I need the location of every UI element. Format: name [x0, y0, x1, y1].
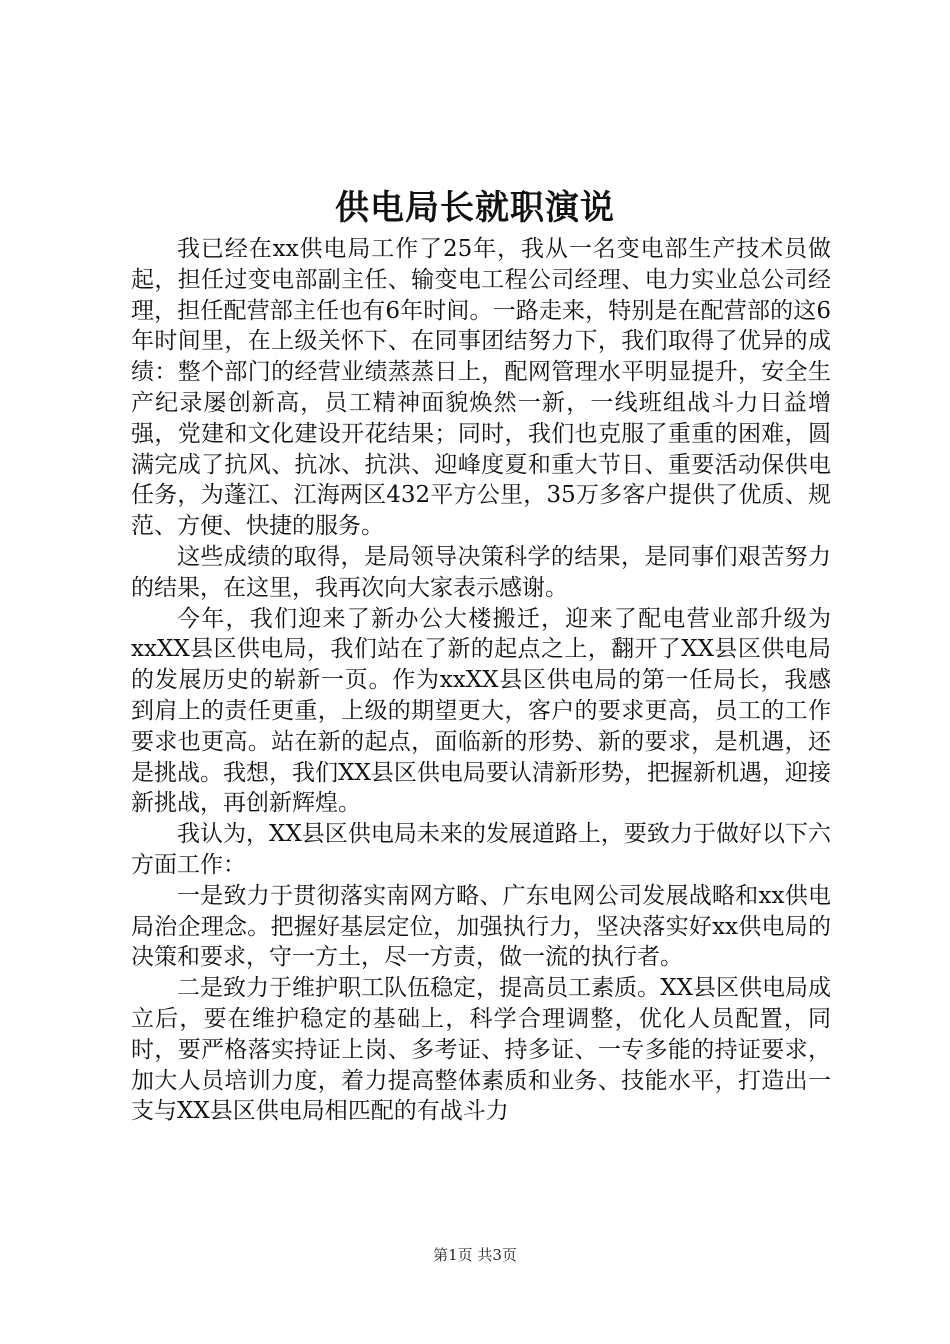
paragraph: 二是致力于维护职工队伍稳定，提高员工素质。XX县区供电局成立后，要在维护稳定的基础上，科学合理调整，优化人员配置，同时，要严格落实持证上岗、多考证、持多证、一专多能的持证要求，加大人员培训力度，着力提高整体素质和业务、技能水平，打造出一支与XX县区供电局相匹配的有战斗力 [131, 975, 831, 1125]
paragraph: 这些成绩的取得，是局领导决策科学的结果，是同事们艰苦努力的结果，在这里，我再次向大家表示感谢。 [131, 543, 831, 601]
paragraph: 我已经在xx供电局工作了25年，我从一名变电部生产技术员做起，担任过变电部副主任、输变电工程公司经理、电力实业总公司经理，担任配营部主任也有6年时间。一路走来，特别是在配营部的这6年时间里，在上级关怀下、在同事团结努力下，我们取得了优异的成绩：整个部门的经营业绩蒸蒸日上，配网管理水平明显提升，安全生产纪录屡创新高，员工精神面貌焕然一新，一线班组战斗力日益增强，党建和文化建设开花结果；同时，我们也克服了重重的困难，圆满完成了抗风、抗冰、抗洪、迎峰度夏和重大节日、重要活动保供电任务，为蓬江、江海两区432平方公里，35万多客户提供了优质、规范、方便、快捷的服务。 [131, 236, 831, 540]
paragraph: 我认为，XX县区供电局未来的发展道路上，要致力于做好以下六方面工作： [131, 821, 831, 878]
paragraph: 今年，我们迎来了新办公大楼搬迁，迎来了配电营业部升级为xxXX县区供电局，我们站在了新的起点之上，翻开了XX县区供电局的发展历史的崭新一页。作为xxXX县区供电局的第一任局长，我感到肩上的责任更重，上级的期望更大，客户的要求更高，员工的工作要求也更高。站在新的起点，面临新的形势、新的要求，是机遇，还是挑战。我想，我们XX县区供电局要认清新形势，把握新机遇，迎接新挑战，再创新辉煌。 [131, 605, 831, 817]
document-title: 供电局长就职演说 [335, 188, 615, 228]
document-body [131, 234, 831, 1127]
paragraph: 一是致力于贯彻落实南网方略、广东电网公司发展战略和xx供电局治企理念。把握好基层定位，加强执行力，坚决落实好xx供电局的决策和要求，守一方土，尽一方责，做一流的执行者。 [131, 882, 831, 971]
page-footer: 第1页 共3页 [433, 1246, 517, 1264]
